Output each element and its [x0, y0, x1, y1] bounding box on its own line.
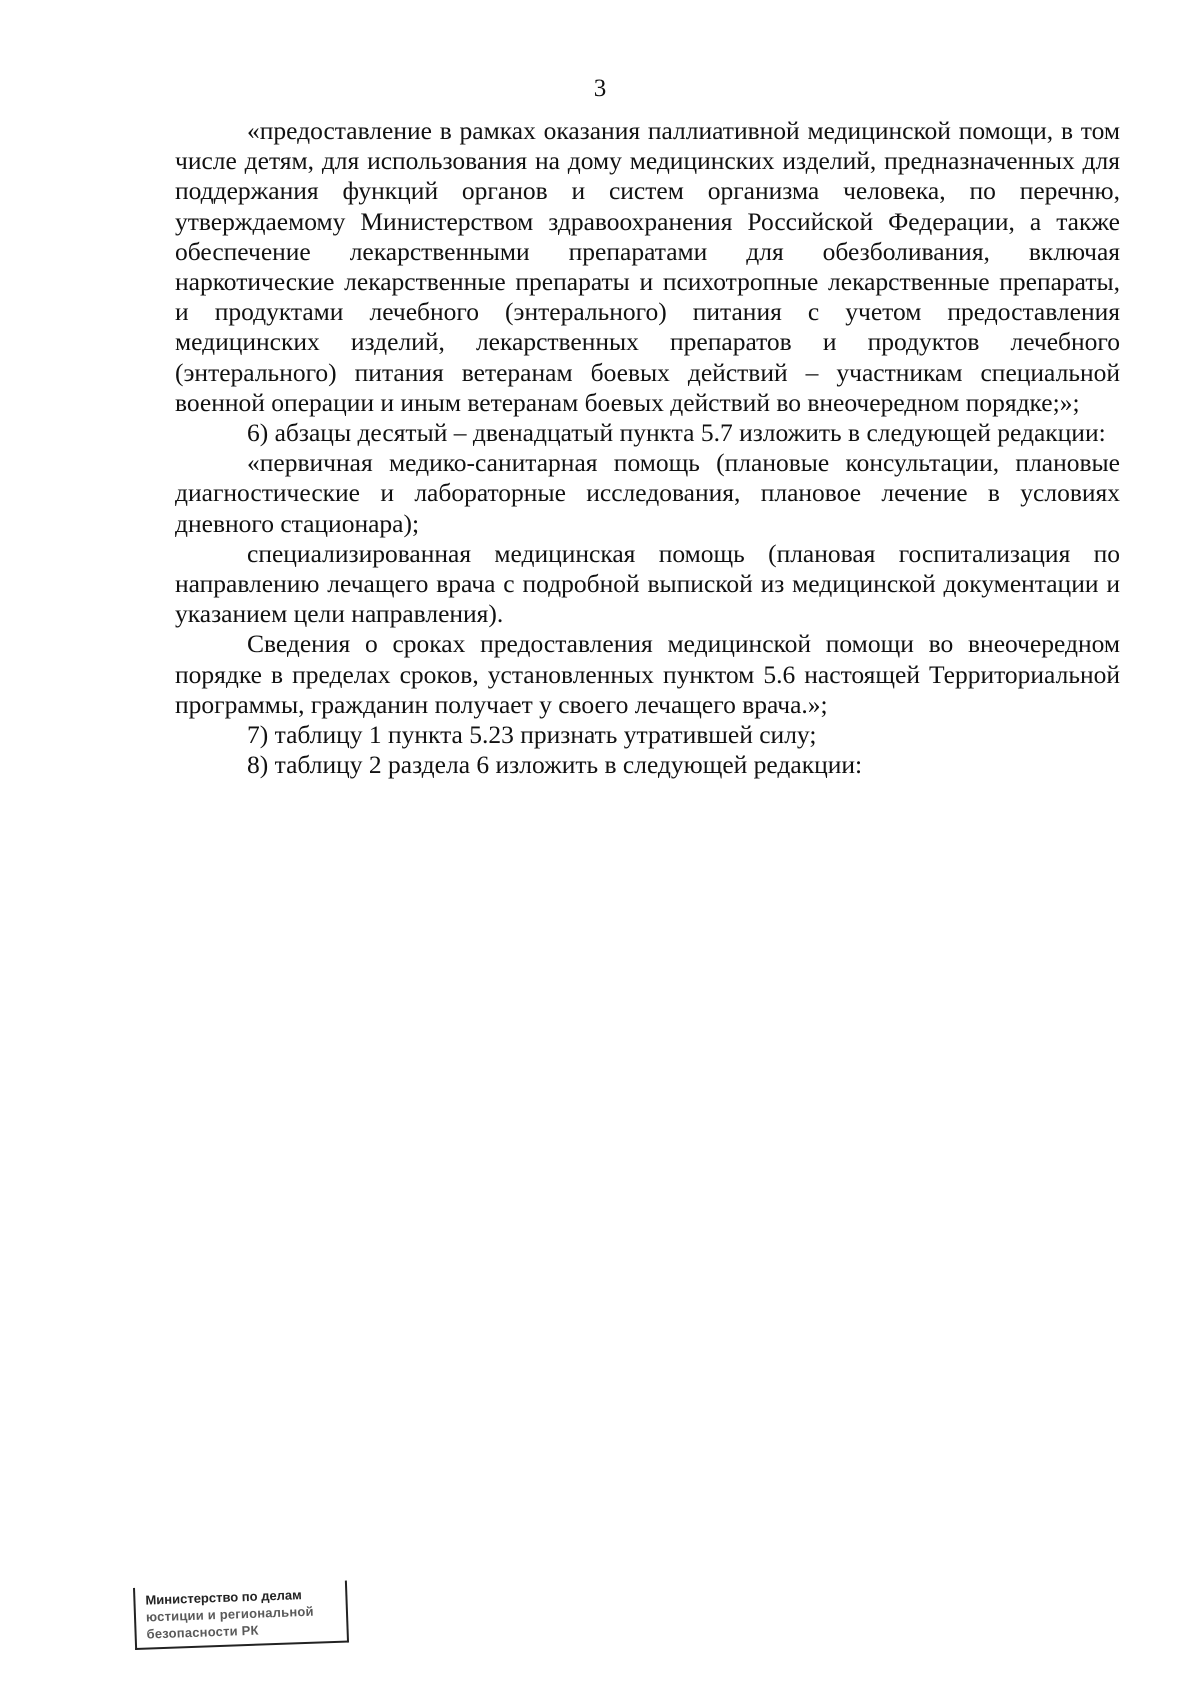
- stamp-line-1: Министерство по делам: [145, 1587, 303, 1608]
- paragraph-item-8: 8) таблицу 2 раздела 6 изложить в следующей редакции:: [247, 750, 863, 780]
- stamp-line-2: юстиции и региональной: [145, 1603, 314, 1625]
- paragraph-item-6: 6) абзацы десятый – двенадцатый пункта 5.7 изложить в следующей редакции:: [247, 418, 1106, 448]
- paragraph-primary-care: «первичная медико-санитарная помощь (плановые консультации, плановые диагностические и лабораторные исследования, плановое лечение в условиях дневного стационара);: [175, 448, 1120, 538]
- stamp-line-3: безопасности РК: [146, 1622, 259, 1642]
- paragraph-palliative-care: «предоставление в рамках оказания паллиативной медицинской помощи, в том числе детям, для использования на дому медицинских изделий, предназначенных для поддержания функций органов и систем организма человека, по перечню, утверждаемому Министерством здравоохранения Российской Федерации, а также обеспечение лекарственными препаратами для обезболивания, включая наркотические лекарственные препараты и психотропные лекарственные препараты, и продуктами лечебного (энтерального) питания с учетом предоставления медицинских изделий, лекарственных препаратов и продуктов лечебного (энтерального) питания ветеранам боевых действий – участникам специальной военной операции и иным ветеранам боевых действий во внеочередном порядке;»;: [175, 116, 1120, 417]
- paragraph-specialized-care: специализированная медицинская помощь (плановая госпитализация по направлению лечащего врача с подробной выпиской из медицинской документации и указанием цели направления).: [175, 538, 1120, 629]
- page-number: 3: [593, 75, 607, 102]
- paragraph-item-7: 7) таблицу 1 пункта 5.23 признать утратившей силу;: [247, 720, 817, 750]
- paragraph-information-terms: Сведения о сроках предоставления медицинской помощи во внеочередном порядке в пределах сроков, установленных пунктом 5.6 настоящей Территориальной программы, гражданин получает у своего лечащего врача.»;: [175, 629, 1120, 719]
- document-body: [175, 116, 1120, 780]
- ministry-stamp: [133, 1581, 349, 1650]
